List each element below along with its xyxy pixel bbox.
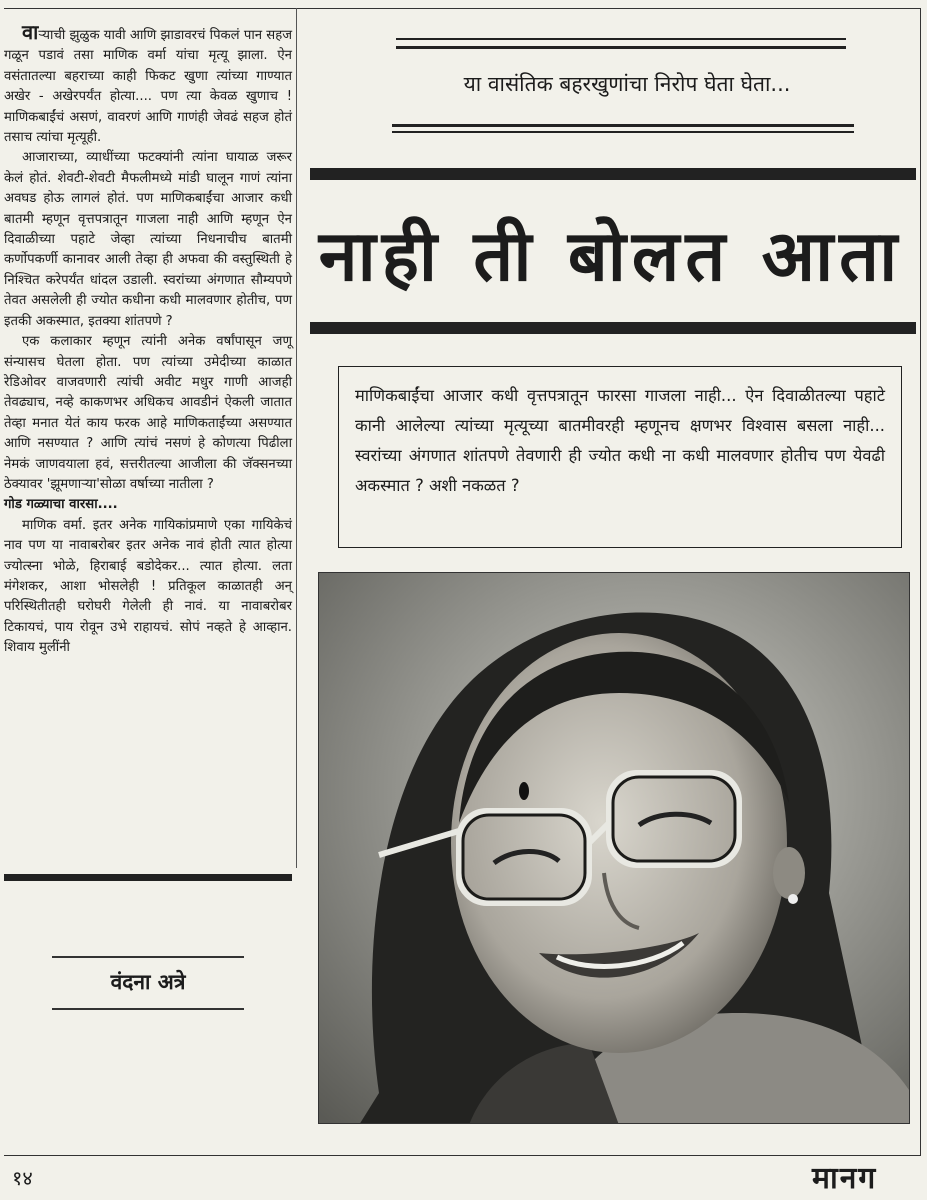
kicker-rule-top-1: [396, 38, 846, 40]
headline-rule-top: [310, 168, 916, 180]
column-end-rule: [4, 874, 292, 881]
kicker: या वासंतिक बहरखुणांचा निरोप घेता घेता...: [463, 72, 791, 96]
article-left-column: [4, 22, 292, 659]
drop-cap: वा: [22, 20, 39, 44]
pull-quote: माणिकबाईंचा आजार कधी वृत्तपत्रातून फारसा गाजला नाही... ऐन दिवाळीतल्या पहाटे कानी आलेल्या त्यांच्या मृत्यूच्या बातमीवरही म्हणूनच क्षणभर विश्वास बसला नाही... स्वरांच्या अंगणात शांतपणे तेवणारी ही ज्योत कधी ना कधी मालवणार होतीच पण येवढी अकस्मात ? अशी नकळत ?: [338, 366, 902, 548]
kicker-rule-top-2: [396, 46, 846, 49]
portrait-photo: [318, 572, 910, 1124]
article-paragraph-2: आजाराच्या, व्याधींच्या फटक्यांनी त्यांना घायाळ जरूर केलं होतं. शेवटी-शेवटी मैफलीमध्ये मांडी घालून गाणं त्यांना अवघड होऊ लागलं होतं. पण माणिकबाईंचा आजार कधी बातमी म्हणून वृत्तपत्रातून गाजला नाही आणि म्हणून ऐन दिवाळीच्या पहाटे जेव्हा त्यांच्या निधनाचीच बातमी कर्णोपकर्णी कानावर आली तेव्हा ही अफवा की वस्तुस्थिती हे निश्चित करेपर्यंत धांदल उडाली. स्वरांच्या अंगणात सौम्यपणे तेवत असलेली ही ज्योत कधीना कधी मालवणार होतीच, पण इतकी अकस्मात, इतक्या शांतपणे ?: [4, 150, 292, 329]
headline: नाही ती बोलत आता: [318, 215, 904, 297]
byline: वंदना अत्रे: [110, 970, 186, 994]
publication-logo: मानग: [812, 1161, 878, 1196]
headline-rule-bottom: [310, 322, 916, 334]
portrait-illustration: [319, 573, 910, 1124]
article-subhead: गोड गळ्याचा वारसा....: [4, 497, 118, 513]
article-paragraph-1: वाऱ्याची झुळुक यावी आणि झाडावरचं पिकलं पान सहज गळून पडावं तसा माणिक वर्मा यांचा मृत्यू झाला. ऐन वसंतातल्या बहराच्या काही फिकट खुणा त्यांच्या गाण्यात अखेर - अखेरपर्यंत होत्या.... पण त्या केवळ खुणाच ! माणिकबाईंचं असणं, वावरणं आणि गाणंही जेवढं सहज होतं तसाच त्यांचा मृत्यूही.: [4, 20, 292, 146]
byline-rule-bottom: [52, 1008, 244, 1010]
byline-rule-top: [52, 956, 244, 958]
article-paragraph-3: एक कलाकार म्हणून त्यांनी अनेक वर्षांपासून जणू संन्यासच घेतला होता. पण त्यांच्या उमेदीच्या काळात रेडिओवर वाजवणारी त्यांची अवीट मधुर गाणी आजही तेवढ्याच, नव्हे काकणभर अधिकच आवडीनं ऐकली जातात तेव्हा मनात येतं काय फरक आहे माणिकताईंच्या असण्यात आणि नसण्यात ? आणि त्यांचं नसणं हे कोणत्या पिढीला नेमकं जाणवयाला हवं, सत्तरीतल्या आजीला की जॅक्सनच्या ठेक्यावर 'झूमणाऱ्या'सोळा वर्षाच्या नातीला ?: [4, 334, 292, 492]
kicker-rule-bottom-1: [392, 124, 854, 127]
kicker-rule-bottom-2: [392, 131, 854, 133]
page-number: १४: [12, 1166, 33, 1190]
column-divider: [296, 8, 297, 868]
article-paragraph-4: माणिक वर्मा. इतर अनेक गायिकांप्रमाणे एका गायिकेचं नाव पण या नावाबरोबर इतर अनेक नावं होती त्यात होत्या ज्योत्स्ना भोळे, हिराबाई बडोदेकर... त्यात होत्या. लता मंगेशकर, आशा भोसलेही ! प्रतिकूल काळातही अन् परिस्थितीतही घरोघरी गेलेली ही नावं. या नावाबरोबर टिकायचं, पाय रोवून उभे राहायचं. सोपं नव्हते हे आव्हान. शिवाय मुलींनी: [4, 517, 292, 656]
